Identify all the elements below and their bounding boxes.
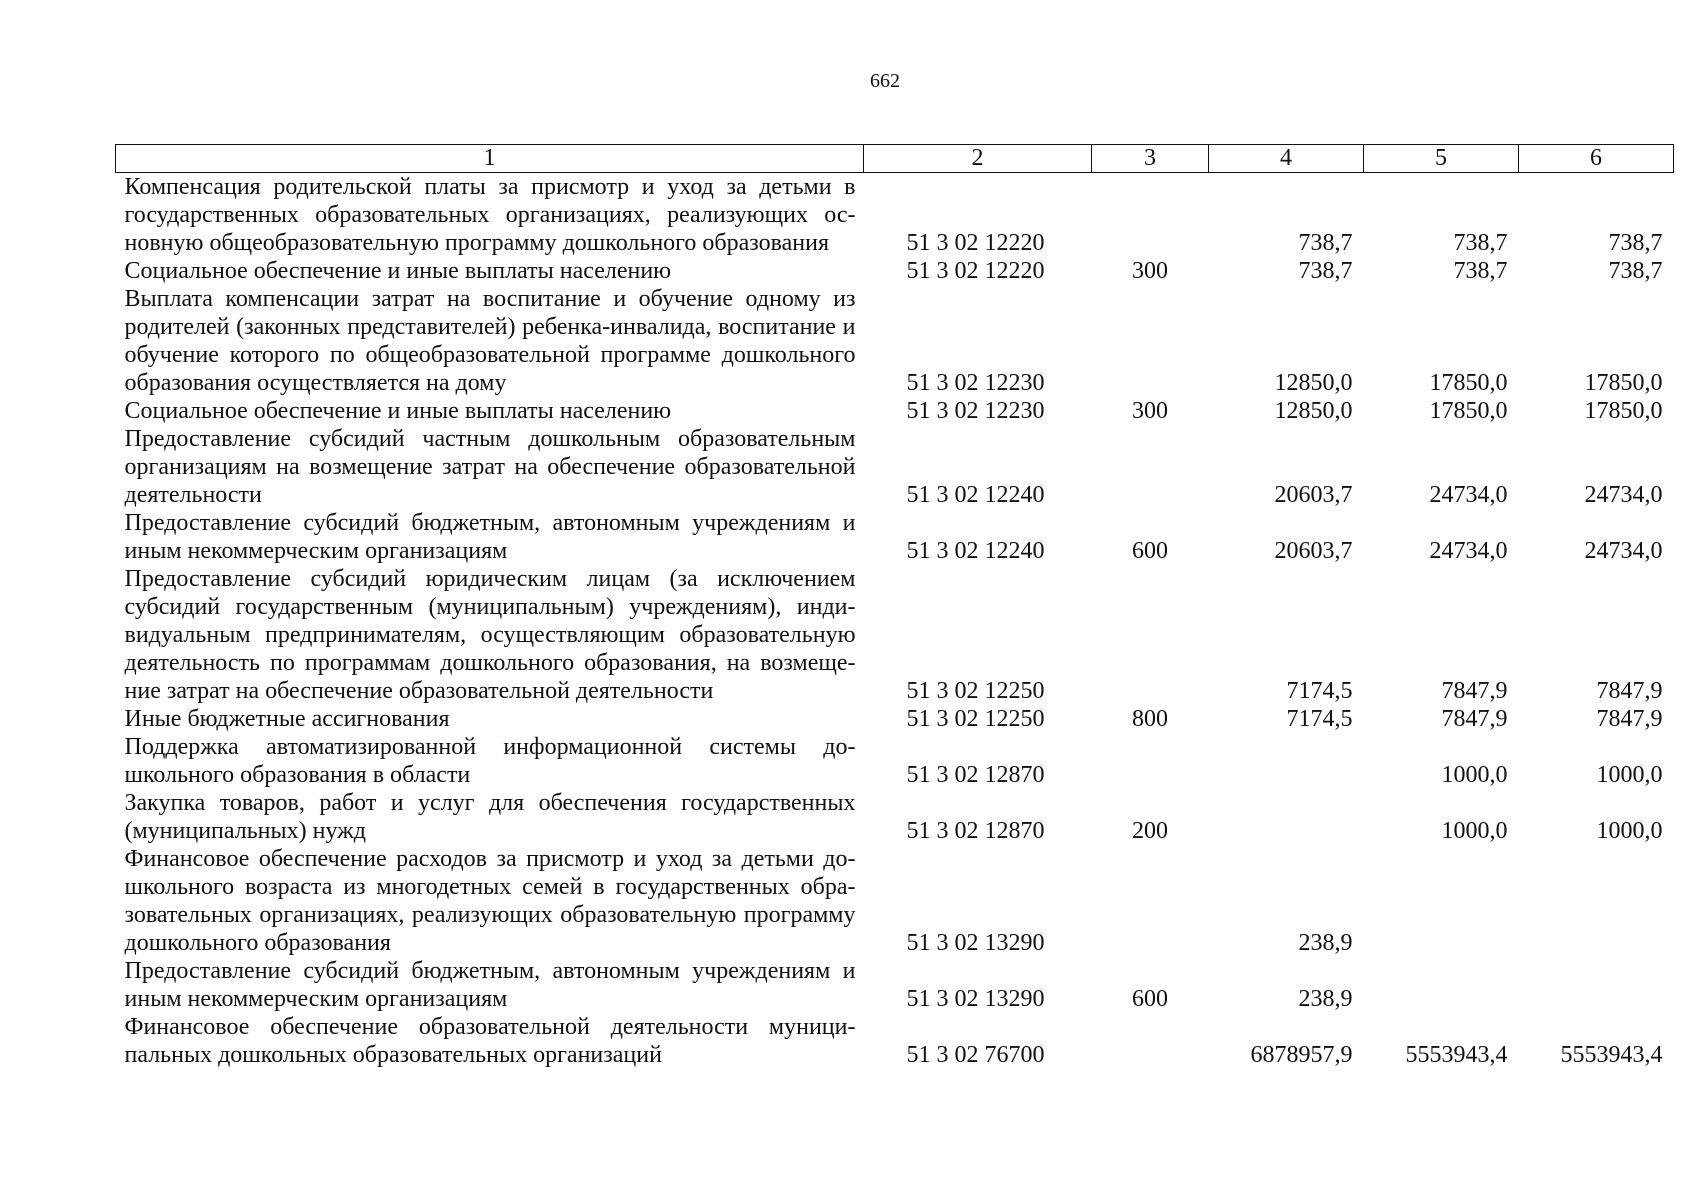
row-code: 51 3 02 12250 [906, 706, 1045, 732]
table-row [116, 705, 1674, 733]
row-value-6 [1519, 845, 1674, 957]
row-code: 51 3 02 12870 [906, 818, 1045, 844]
row-type [1092, 733, 1209, 789]
row-value-6: 7847,9 [1596, 706, 1663, 732]
table-row [116, 845, 1674, 957]
table-row [116, 425, 1674, 509]
page-number: 662 [870, 70, 900, 92]
row-code: 51 3 02 12220 [906, 230, 1045, 256]
header-col-4: 4 [1209, 145, 1364, 173]
row-value-6: 17850,0 [1584, 370, 1663, 396]
header-col-1: 1 [116, 145, 864, 173]
row-code: 51 3 02 13290 [906, 930, 1045, 956]
row-value-6: 7847,9 [1596, 678, 1663, 704]
row-value-5: 17850,0 [1429, 370, 1508, 396]
row-type: 300 [1132, 398, 1168, 424]
row-code: 51 3 02 12250 [906, 678, 1045, 704]
row-value-4: 738,7 [1298, 258, 1353, 284]
row-name: Предоставление субсидий бюджетным, автономным учреждениям и иным некоммерческим организациям [124, 958, 856, 1012]
row-type: 800 [1132, 706, 1168, 732]
row-name: Социальное обеспечение и иные выплаты населению [124, 398, 672, 424]
row-name: Предоставление субсидий бюджетным, автономным учреждениям и иным некоммерческим организациям [124, 510, 856, 564]
table-body [116, 173, 1674, 1070]
row-value-4: 7174,5 [1286, 706, 1353, 732]
row-code: 51 3 02 12240 [906, 482, 1045, 508]
row-value-5: 1000,0 [1441, 762, 1508, 788]
table-header [116, 145, 1674, 173]
row-value-4: 20603,7 [1274, 482, 1353, 508]
row-name: Выплата компенсации затрат на воспитание и обучение одному из родителей (законных представителей) ребенка-инвалида, воспитание и обучение которого по общеобразовательной программе дошкольного образования осуществляется на дому [124, 286, 856, 396]
table-row [116, 733, 1674, 789]
row-code: 51 3 02 12870 [906, 762, 1045, 788]
table-row [116, 397, 1674, 425]
header-row [116, 145, 1674, 173]
table-row [116, 285, 1674, 397]
row-type [1092, 425, 1209, 509]
table-row [116, 565, 1674, 705]
row-value-6: 24734,0 [1584, 482, 1663, 508]
header-col-6: 6 [1519, 145, 1674, 173]
row-value-4: 12850,0 [1274, 370, 1353, 396]
row-value-4 [1209, 733, 1364, 789]
row-type: 300 [1132, 258, 1168, 284]
row-type [1092, 1013, 1209, 1069]
row-value-5: 7847,9 [1441, 706, 1508, 732]
row-name: Предоставление субсидий юридическим лицам (за исключением субсидий государственным (муниципальным) учреждениям), индивидуальным предпринимателям, осуществляющим образовательную деятельность по программам дошкольного образования, на возмещение затрат на обеспечение образовательной деятельности [124, 566, 856, 704]
row-value-6: 24734,0 [1584, 538, 1663, 564]
row-value-6 [1519, 957, 1674, 1013]
row-name: Финансовое обеспечение образовательной деятельности муниципальных дошкольных образовательных организаций [124, 1014, 856, 1068]
row-value-4 [1209, 789, 1364, 845]
budget-table [115, 144, 1674, 1069]
row-value-4: 12850,0 [1274, 398, 1353, 424]
row-value-6: 5553943,4 [1560, 1042, 1663, 1068]
header-col-2: 2 [864, 145, 1092, 173]
row-name: Иные бюджетные ассигнования [124, 706, 450, 732]
row-code: 51 3 02 12240 [906, 538, 1045, 564]
row-value-4: 738,7 [1298, 230, 1353, 256]
row-value-5: 1000,0 [1441, 818, 1508, 844]
row-name: Социальное обеспечение и иные выплаты населению [124, 258, 672, 284]
row-value-5: 738,7 [1453, 258, 1508, 284]
row-type: 600 [1132, 538, 1168, 564]
row-value-6: 1000,0 [1596, 818, 1663, 844]
table-row [116, 509, 1674, 565]
row-code: 51 3 02 13290 [906, 986, 1045, 1012]
row-code: 51 3 02 12230 [906, 370, 1045, 396]
table-row [116, 257, 1674, 285]
row-type [1092, 845, 1209, 957]
row-value-5: 24734,0 [1429, 482, 1508, 508]
row-name: Предоставление субсидий частным дошкольным образовательным организациям на возмещение затрат на обеспечение образовательной деятельности [124, 426, 856, 508]
row-value-6: 738,7 [1608, 258, 1663, 284]
row-value-4: 6878957,9 [1250, 1042, 1353, 1068]
table-row [116, 789, 1674, 845]
row-name: Финансовое обеспечение расходов за присмотр и уход за детьми дошкольного возраста из многодетных семей в государственных образовательных организациях, реализующих образовательную программу дошкольного образования [124, 846, 856, 956]
row-value-4: 20603,7 [1274, 538, 1353, 564]
row-value-5: 24734,0 [1429, 538, 1508, 564]
row-code: 51 3 02 76700 [906, 1042, 1045, 1068]
row-value-6: 738,7 [1608, 230, 1663, 256]
row-value-4: 238,9 [1298, 930, 1353, 956]
table-row [116, 1013, 1674, 1069]
row-code: 51 3 02 12220 [906, 258, 1045, 284]
header-col-3: 3 [1092, 145, 1209, 173]
header-col-5: 5 [1364, 145, 1519, 173]
row-value-5: 738,7 [1453, 230, 1508, 256]
row-value-5 [1364, 957, 1519, 1013]
row-type: 200 [1132, 818, 1168, 844]
row-value-6: 1000,0 [1596, 762, 1663, 788]
row-type: 600 [1132, 986, 1168, 1012]
row-value-5: 7847,9 [1441, 678, 1508, 704]
row-name: Компенсация родительской платы за присмотр и уход за детьми в государственных образовательных организациях, реализующих основную общеобразовательную программу дошкольного образования [124, 174, 856, 256]
row-type [1092, 173, 1209, 258]
row-name: Закупка товаров, работ и услуг для обеспечения государственных (муниципальных) нужд [124, 790, 856, 844]
row-value-4: 238,9 [1298, 986, 1353, 1012]
row-value-5: 5553943,4 [1405, 1042, 1508, 1068]
row-type [1092, 285, 1209, 397]
row-value-5: 17850,0 [1429, 398, 1508, 424]
row-code: 51 3 02 12230 [906, 398, 1045, 424]
row-type [1092, 565, 1209, 705]
table-row [116, 173, 1674, 258]
table-row [116, 957, 1674, 1013]
row-name: Поддержка автоматизированной информационной системы дошкольного образования в области [124, 734, 856, 788]
row-value-4: 7174,5 [1286, 678, 1353, 704]
row-value-5 [1364, 845, 1519, 957]
row-value-6: 17850,0 [1584, 398, 1663, 424]
